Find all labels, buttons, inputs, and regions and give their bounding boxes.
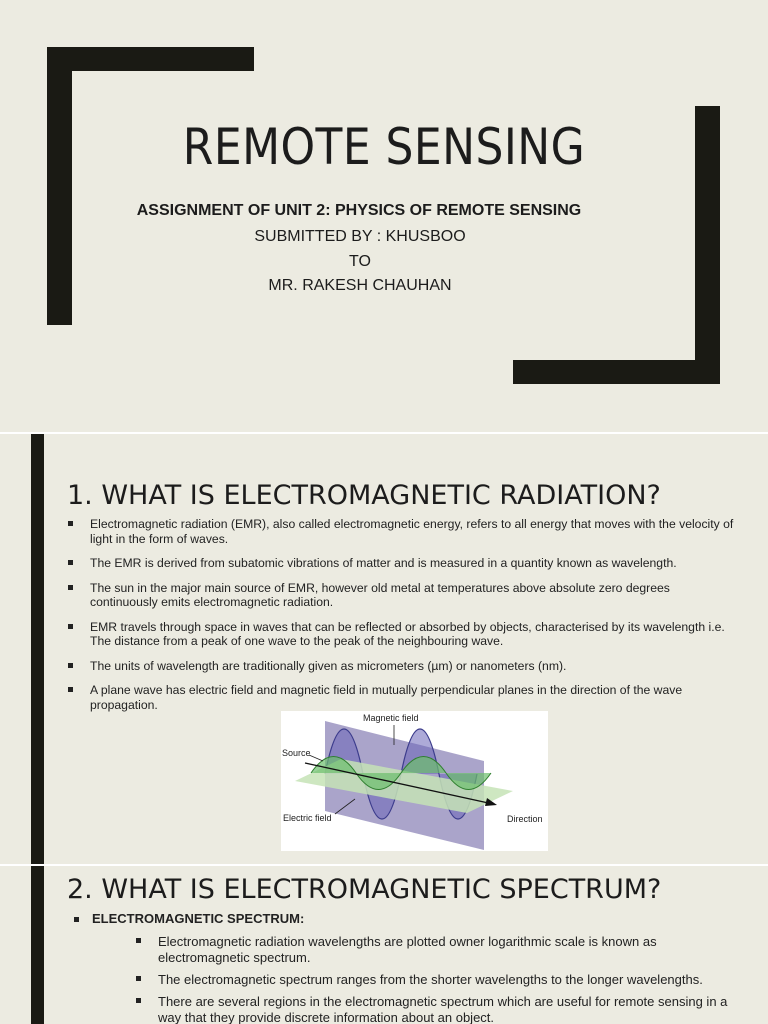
left-accent-bar (31, 434, 44, 864)
list-item: The units of wavelength are traditionally given as micrometers (µm) or nanometers (nm). (66, 659, 736, 674)
title-slide (0, 0, 768, 432)
list-item: A plane wave has electric field and magnetic field in mutually perpendicular planes in the direction of the wave propagation. (66, 683, 736, 712)
em-wave-svg (281, 711, 548, 851)
top-left-bracket-horizontal (47, 47, 254, 71)
subheading (74, 911, 304, 926)
presentation-title: REMOTE SENSING (182, 118, 586, 176)
emr-slide (0, 434, 768, 864)
bullet-list (134, 934, 744, 1024)
left-accent-bar (31, 866, 44, 1024)
bullet-marker (74, 917, 79, 922)
slide-heading: 1. WHAT IS ELECTROMAGNETIC RADIATION? (67, 480, 661, 511)
list-item: There are several regions in the electromagnetic spectrum which are useful for remote sensing in a way that they provide discrete information about an object. (134, 994, 744, 1024)
assignment-line: ASSIGNMENT OF UNIT 2: PHYSICS OF REMOTE SENSING (136, 202, 582, 219)
list-item: EMR travels through space in waves that can be reflected or absorbed by objects, characterised by its wavelength i.e. The distance from a peak of one wave to the peak of the neighbouring wave. (66, 620, 736, 649)
direction-label: Direction (507, 814, 543, 824)
electric-field-label: Electric field (283, 813, 332, 823)
list-item: The EMR is derived from subatomic vibrations of matter and is measured in a quantity known as wavelength. (66, 556, 736, 571)
em-wave-diagram (281, 711, 548, 851)
em-spectrum-slide (0, 866, 768, 1024)
bullet-list (66, 517, 736, 712)
teacher-line: MR. RAKESH CHAUHAN (268, 277, 452, 294)
bottom-right-bracket-horizontal (513, 360, 720, 384)
list-item: The electromagnetic spectrum ranges from the shorter wavelengths to the longer wavelengths. (134, 972, 744, 988)
source-leader (309, 755, 323, 761)
list-item: Electromagnetic radiation (EMR), also called electromagnetic energy, refers to all energy that moves with the velocity of light in the form of waves. (66, 517, 736, 546)
magnetic-field-label: Magnetic field (363, 713, 419, 723)
list-item: Electromagnetic radiation wavelengths are plotted owner logarithmic scale is known as electromagnetic spectrum. (134, 934, 744, 966)
source-label: Source (282, 748, 311, 758)
submitted-by-line: SUBMITTED BY : KHUSBOO (254, 228, 466, 245)
slide-heading: 2. WHAT IS ELECTROMAGNETIC SPECTRUM? (67, 874, 662, 905)
list-item: The sun in the major main source of EMR, however old metal at temperatures above absolute zero degrees continuously emits electromagnetic radiation. (66, 581, 736, 610)
subheading-text: ELECTROMAGNETIC SPECTRUM: (92, 911, 305, 926)
to-line: TO (349, 253, 371, 270)
